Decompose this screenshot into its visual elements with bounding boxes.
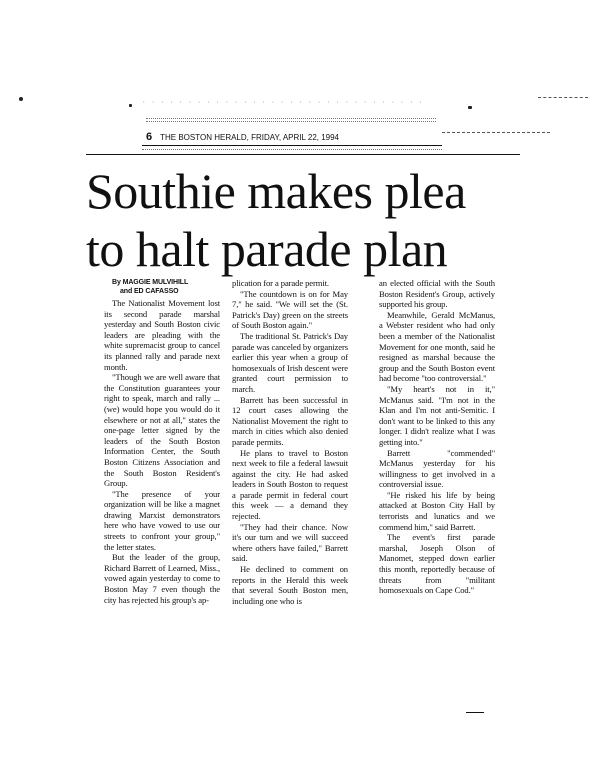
paragraph: an elected official with the South Boston Resident's Group, actively supported his group. [379, 278, 495, 310]
scan-speck [19, 97, 23, 101]
dotted-rule [146, 118, 436, 119]
paragraph: Barrett "commended" McManus yesterday for his willingness to get involved in a controversial issue. [379, 447, 495, 490]
paragraph: But the leader of the group, Richard Barrett of Learned, Miss., vowed again yesterday to come to Boston May 7 even though the city has rejected his group's ap- [104, 552, 220, 605]
paragraph: "They had their chance. Now it's our turn and we will succeed where others have failed," Barrett said. [232, 521, 348, 564]
paragraph: "Though we are well aware that the Constitution guarantees your right to speak, march and rally ... (we) would hope you would do it elsewhere or not at all," states the one-page letter signed by the leaders of the South Boston Information Center, the South Boston Citizens Association and the South Boston Resident's Group. [104, 372, 220, 489]
article-end-mark [466, 712, 484, 713]
headline-line-2: to halt parade plan [86, 221, 448, 277]
paragraph: "He risked his life by being attacked at Boston City Hall by terrorists and lunatics and we commend him," said Barrett. [379, 489, 495, 532]
paragraph: plication for a parade permit. [232, 278, 329, 288]
byline-author-2: and ED CAFASSO [120, 288, 179, 295]
faint-transfer-text: · · · · · · · · · · · · · · · · · · · · · · · · · · · · · · · [142, 99, 424, 106]
paragraph: "The presence of your organization will be like a magnet drawing Marxist demonstrators here who have vowed to use our streets to confront your group," the letter states. [104, 488, 220, 552]
page-header [146, 131, 339, 143]
page-number: 6 [146, 131, 153, 143]
byline-author-1: By MAGGIE MULVIHILL [112, 279, 189, 286]
dotted-rule [146, 121, 436, 122]
headline [86, 162, 526, 278]
paragraph: Barrett has been successful in 12 court cases allowing the Nationalist Movement the right to march in cities which also denied parade permits. [232, 394, 348, 447]
article-column-3 [379, 278, 495, 596]
paragraph: He plans to travel to Boston next week to file a federal lawsuit against the city. He had asked leaders in South Boston to request a parade permit in federal court this week — a demand they rejected. [232, 447, 348, 522]
article-column-2 [232, 278, 348, 606]
paragraph: "The countdown is on for May 7," he said. "We will set the (St. Patrick's Day) green on the streets of South Boston again." [232, 288, 348, 331]
scan-speck [129, 104, 132, 107]
scan-dash [538, 97, 588, 98]
publication-dateline: THE BOSTON HERALD, FRIDAY, APRIL 22, 1994 [160, 133, 340, 142]
header-dotted-rule [142, 149, 442, 150]
headline-line-1: Southie makes plea [86, 163, 466, 219]
section-rule [86, 154, 520, 155]
article-column-1 [104, 278, 220, 605]
scan-speck [468, 106, 472, 109]
paragraph: Meanwhile, Gerald McManus, a Webster resident who had only been a member of the Nationalist Movement for one month, said he resigned as marshal because the group and the South Boston event had become "too controversial." [379, 309, 495, 384]
paragraph: The event's first parade marshal, Joseph Olson of Manomet, stepped down earlier this month, reportedly because of threats from "militant homosexuals on Cape Cod." [379, 532, 495, 596]
paragraph: The traditional St. Patrick's Day parade was canceled by organizers earlier this year when a group of homosexuals of Irish descent were granted court permission to march. [232, 330, 348, 394]
paragraph: "My heart's not in it," McManus said. "I'm not in the Klan and I'm not anti-Semitic. I don't want to be linked to this any longer. I didn't realize what I was getting into." [379, 383, 495, 447]
header-rule [142, 145, 442, 146]
byline [104, 278, 220, 296]
paragraph: He declined to comment on reports in the Herald this week that several South Boston men, including one who is [232, 564, 348, 606]
paragraph: The Nationalist Movement lost its second parade marshal yesterday and South Boston civic leaders are pleading with the white supremacist group to cancel its planned rally and parade next month. [104, 298, 220, 372]
scan-dash [442, 132, 550, 133]
